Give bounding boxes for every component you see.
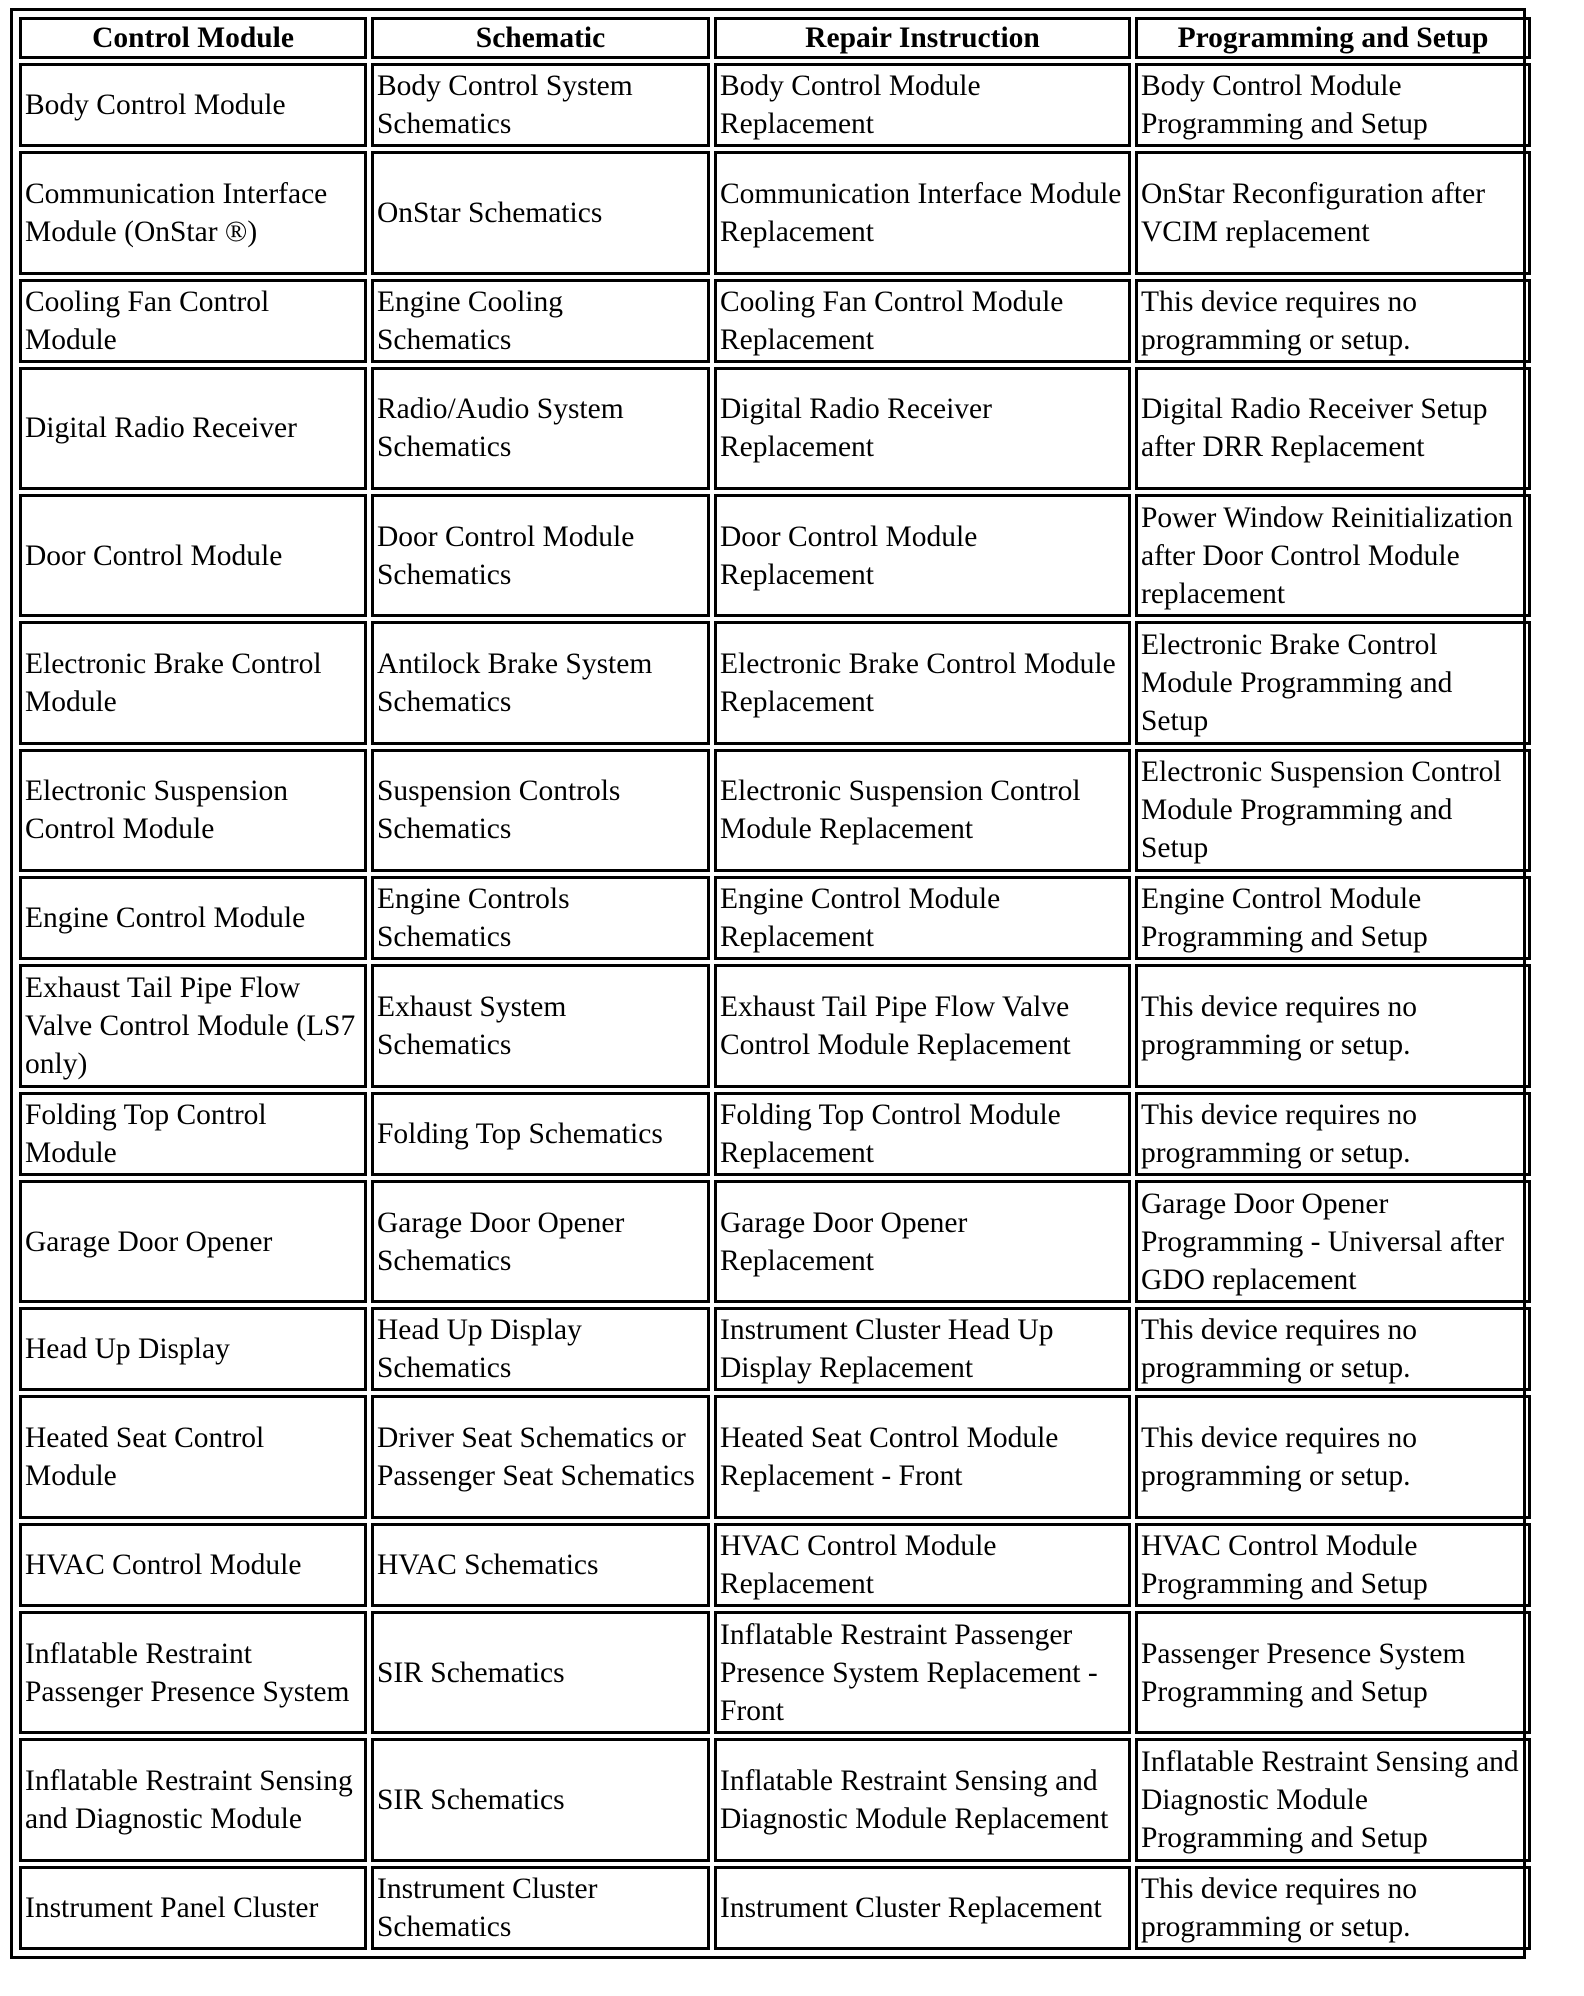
header-repair-instruction: Repair Instruction (714, 17, 1131, 59)
repair-instruction-cell: Electronic Brake Control Module Replacement (714, 621, 1131, 744)
programming-setup-cell: This device requires no programming or setup. (1135, 964, 1531, 1087)
schematic-cell: SIR Schematics (371, 1611, 710, 1734)
schematic-cell: Head Up Display Schematics (371, 1307, 710, 1391)
control-module-cell: Exhaust Tail Pipe Flow Valve Control Module (LS7 only) (19, 964, 367, 1087)
header-control-module: Control Module (19, 17, 367, 59)
programming-setup-cell: This device requires no programming or setup. (1135, 1395, 1531, 1518)
repair-instruction-cell: Electronic Suspension Control Module Replacement (714, 749, 1131, 872)
control-module-cell: Door Control Module (19, 494, 367, 617)
repair-instruction-cell: Folding Top Control Module Replacement (714, 1092, 1131, 1176)
table-row (19, 1866, 1531, 1950)
table-row (19, 1738, 1531, 1861)
header-programming-setup: Programming and Setup (1135, 17, 1531, 59)
repair-instruction-cell: Digital Radio Receiver Replacement (714, 367, 1131, 490)
table-row (19, 621, 1531, 744)
control-module-cell: Body Control Module (19, 63, 367, 147)
control-module-cell: Garage Door Opener (19, 1180, 367, 1303)
control-module-cell: Electronic Suspension Control Module (19, 749, 367, 872)
control-module-cell: Electronic Brake Control Module (19, 621, 367, 744)
programming-setup-cell: Electronic Suspension Control Module Programming and Setup (1135, 749, 1531, 872)
repair-instruction-cell: Exhaust Tail Pipe Flow Valve Control Module Replacement (714, 964, 1131, 1087)
programming-setup-cell: Garage Door Opener Programming - Universal after GDO replacement (1135, 1180, 1531, 1303)
programming-setup-cell: OnStar Reconfiguration after VCIM replacement (1135, 151, 1531, 274)
repair-instruction-cell: Communication Interface Module Replacement (714, 151, 1131, 274)
programming-setup-cell: Electronic Brake Control Module Programming and Setup (1135, 621, 1531, 744)
table-row (19, 1307, 1531, 1391)
programming-setup-cell: Passenger Presence System Programming and Setup (1135, 1611, 1531, 1734)
programming-setup-cell: Engine Control Module Programming and Setup (1135, 876, 1531, 960)
programming-setup-cell: This device requires no programming or setup. (1135, 1866, 1531, 1950)
schematic-cell: Body Control System Schematics (371, 63, 710, 147)
control-module-cell: Head Up Display (19, 1307, 367, 1391)
programming-setup-cell: HVAC Control Module Programming and Setup (1135, 1523, 1531, 1607)
control-module-cell: HVAC Control Module (19, 1523, 367, 1607)
table-row (19, 1180, 1531, 1303)
schematic-cell: Antilock Brake System Schematics (371, 621, 710, 744)
schematic-cell: Garage Door Opener Schematics (371, 1180, 710, 1303)
repair-instruction-cell: HVAC Control Module Replacement (714, 1523, 1131, 1607)
schematic-cell: Suspension Controls Schematics (371, 749, 710, 872)
programming-setup-cell: Body Control Module Programming and Setup (1135, 63, 1531, 147)
control-module-cell: Instrument Panel Cluster (19, 1866, 367, 1950)
control-module-table (15, 13, 1535, 1954)
table-row (19, 1611, 1531, 1734)
schematic-cell: Driver Seat Schematics or Passenger Seat Schematics (371, 1395, 710, 1518)
schematic-cell: SIR Schematics (371, 1738, 710, 1861)
programming-setup-cell: This device requires no programming or setup. (1135, 1092, 1531, 1176)
table-row (19, 63, 1531, 147)
table-row (19, 367, 1531, 490)
table-row (19, 876, 1531, 960)
control-module-cell: Folding Top Control Module (19, 1092, 367, 1176)
control-module-cell: Inflatable Restraint Passenger Presence System (19, 1611, 367, 1734)
table-header-row (19, 17, 1531, 59)
programming-setup-cell: This device requires no programming or setup. (1135, 279, 1531, 363)
table-body (19, 63, 1531, 1950)
table-row (19, 1395, 1531, 1518)
repair-instruction-cell: Body Control Module Replacement (714, 63, 1131, 147)
schematic-cell: Door Control Module Schematics (371, 494, 710, 617)
control-module-cell: Engine Control Module (19, 876, 367, 960)
header-schematic: Schematic (371, 17, 710, 59)
table-row (19, 1523, 1531, 1607)
repair-instruction-cell: Inflatable Restraint Passenger Presence System Replacement - Front (714, 1611, 1131, 1734)
repair-instruction-cell: Door Control Module Replacement (714, 494, 1131, 617)
control-module-cell: Inflatable Restraint Sensing and Diagnostic Module (19, 1738, 367, 1861)
programming-setup-cell: Inflatable Restraint Sensing and Diagnostic Module Programming and Setup (1135, 1738, 1531, 1861)
schematic-cell: Folding Top Schematics (371, 1092, 710, 1176)
schematic-cell: Exhaust System Schematics (371, 964, 710, 1087)
table-row (19, 151, 1531, 274)
schematic-cell: HVAC Schematics (371, 1523, 710, 1607)
control-module-cell: Heated Seat Control Module (19, 1395, 367, 1518)
table-row (19, 964, 1531, 1087)
repair-instruction-cell: Inflatable Restraint Sensing and Diagnostic Module Replacement (714, 1738, 1131, 1861)
repair-instruction-cell: Engine Control Module Replacement (714, 876, 1131, 960)
repair-instruction-cell: Instrument Cluster Head Up Display Replacement (714, 1307, 1131, 1391)
programming-setup-cell: Digital Radio Receiver Setup after DRR Replacement (1135, 367, 1531, 490)
repair-instruction-cell: Heated Seat Control Module Replacement - Front (714, 1395, 1131, 1518)
table-row (19, 749, 1531, 872)
repair-instruction-cell: Cooling Fan Control Module Replacement (714, 279, 1131, 363)
module-table-frame (10, 8, 1526, 1959)
schematic-cell: Engine Controls Schematics (371, 876, 710, 960)
repair-instruction-cell: Garage Door Opener Replacement (714, 1180, 1131, 1303)
schematic-cell: Instrument Cluster Schematics (371, 1866, 710, 1950)
table-row (19, 1092, 1531, 1176)
repair-instruction-cell: Instrument Cluster Replacement (714, 1866, 1131, 1950)
table-row (19, 494, 1531, 617)
programming-setup-cell: Power Window Reinitialization after Door Control Module replacement (1135, 494, 1531, 617)
control-module-cell: Cooling Fan Control Module (19, 279, 367, 363)
schematic-cell: Engine Cooling Schematics (371, 279, 710, 363)
table-row (19, 279, 1531, 363)
control-module-cell: Communication Interface Module (OnStar ®) (19, 151, 367, 274)
programming-setup-cell: This device requires no programming or setup. (1135, 1307, 1531, 1391)
schematic-cell: Radio/Audio System Schematics (371, 367, 710, 490)
schematic-cell: OnStar Schematics (371, 151, 710, 274)
control-module-cell: Digital Radio Receiver (19, 367, 367, 490)
